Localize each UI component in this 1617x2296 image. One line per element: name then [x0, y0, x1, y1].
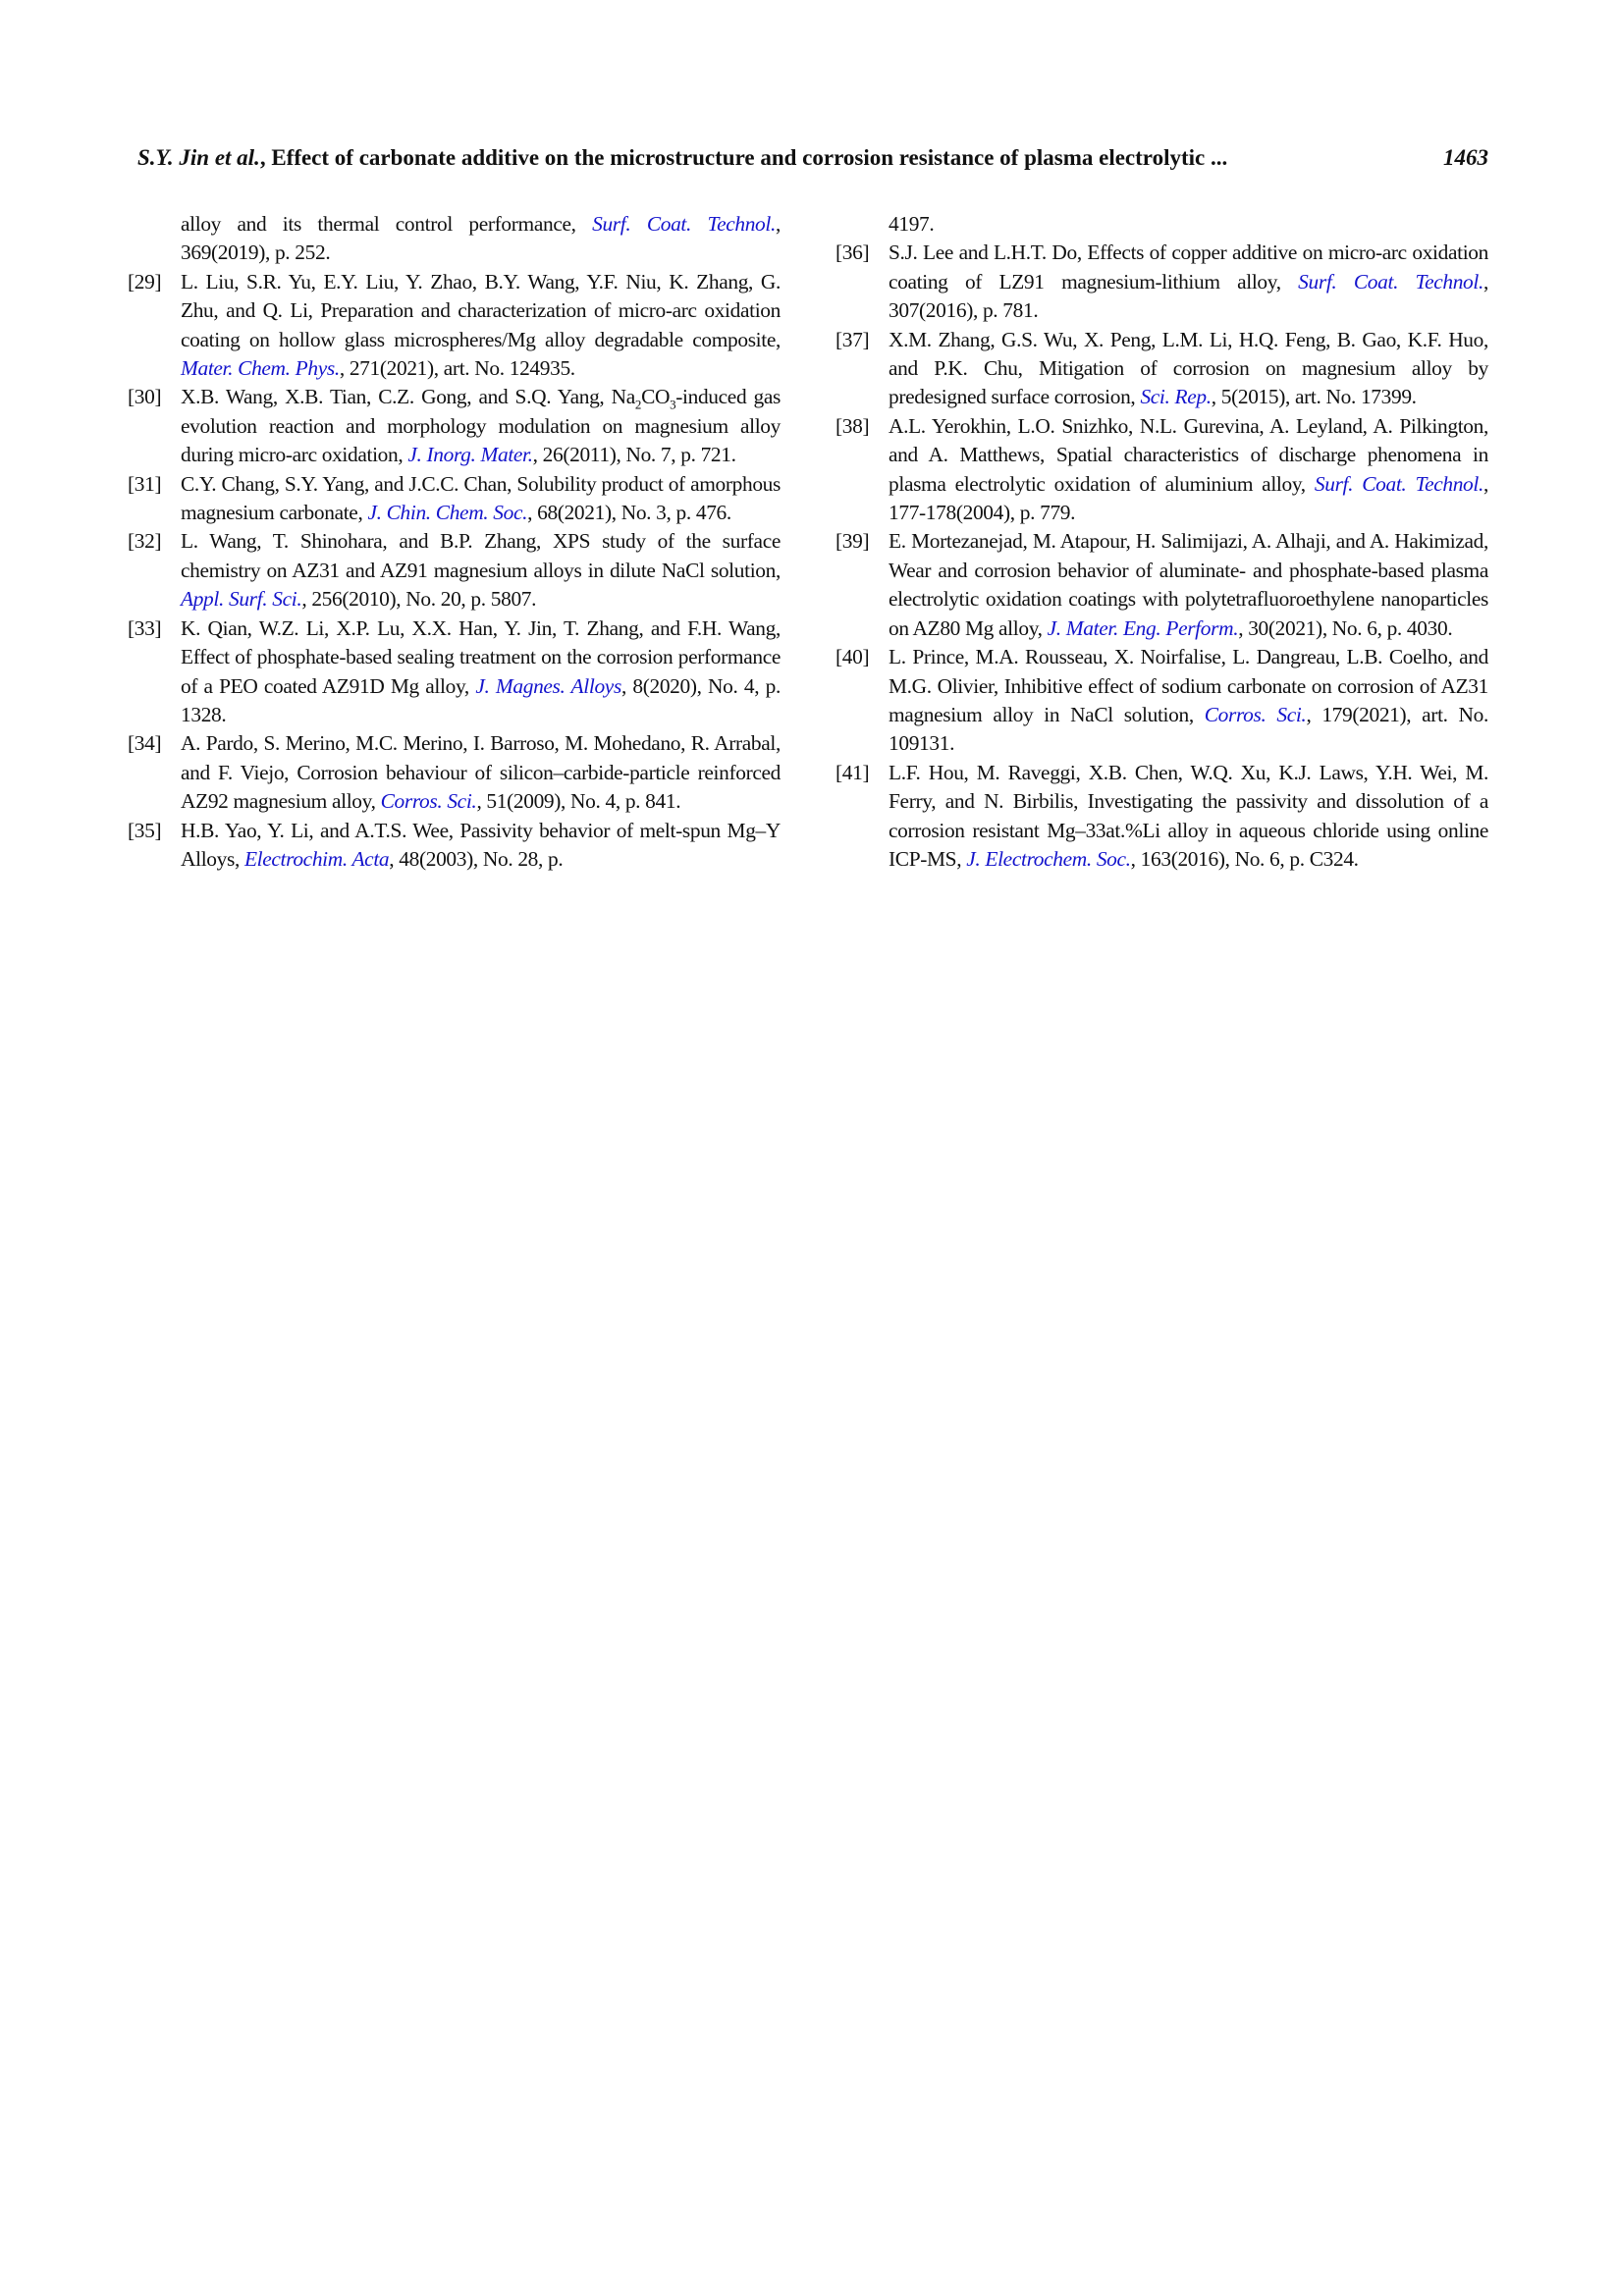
reference-text: -induced gas evolution reaction and morphology modulation on magnesium alloy during micro-arc oxidation,	[181, 385, 781, 467]
reference-body	[181, 527, 781, 614]
reference-number: [36]	[835, 240, 870, 265]
reference-text: , 26(2011), No. 7, p. 721.	[532, 443, 736, 467]
reference-text: L.F. Hou, M. Raveggi, X.B. Chen, W.Q. Xu, K.J. Laws, Y.H. Wei, M. Ferry, and N. Birbilis, Investigating the passivity and dissolution of a corrosion resistant Mg–33at.%Li alloy in aqueous chloride using online ICP-MS,	[889, 760, 1488, 871]
header-authors: S.Y. Jin et al.	[137, 145, 260, 170]
subscript: 3	[670, 397, 676, 412]
reference-text: A.L. Yerokhin, L.O. Snizhko, N.L. Gurevina, A. Leyland, A. Pilkington, and A. Matthews, Spatial characteristics of discharge phenomena in plasma electrolytic oxidation of aluminium alloy,	[889, 413, 1488, 496]
journal-link[interactable]: J. Inorg. Mater.	[407, 443, 533, 467]
reference-text: , 51(2009), No. 4, p. 841.	[476, 789, 681, 814]
reference-number: [40]	[835, 645, 870, 669]
page-number: 1463	[1443, 145, 1488, 170]
reference-text: CO	[641, 385, 671, 409]
reference-body	[181, 268, 781, 384]
journal-link[interactable]: J. Chin. Chem. Soc.	[367, 501, 528, 525]
reference-number: [29]	[128, 269, 162, 294]
reference-item	[128, 383, 781, 469]
reference-item	[128, 817, 781, 875]
reference-number: [33]	[128, 615, 162, 640]
right-column	[835, 210, 1488, 874]
running-header	[137, 145, 1488, 171]
journal-link[interactable]: Corros. Sci.	[1204, 702, 1307, 726]
reference-text: , 5(2015), art. No. 17399.	[1211, 385, 1417, 409]
reference-item	[128, 527, 781, 614]
reference-text: alloy and its thermal control performance,	[181, 212, 593, 236]
reference-item	[835, 326, 1488, 412]
reference-text: , 179(2021), art. No. 109131.	[889, 702, 1488, 756]
reference-continuation	[128, 210, 781, 268]
reference-body	[889, 412, 1488, 528]
left-column	[128, 210, 781, 874]
reference-item	[835, 759, 1488, 875]
header-title	[137, 145, 1227, 171]
journal-link[interactable]: Appl. Surf. Sci.	[181, 587, 302, 612]
reference-text: C.Y. Chang, S.Y. Yang, and J.C.C. Chan, Solubility product of amorphous magnesium carbonate,	[181, 471, 781, 525]
reference-body	[889, 759, 1488, 875]
reference-number: [35]	[128, 818, 162, 842]
reference-body	[181, 614, 781, 730]
journal-link[interactable]: Sci. Rep.	[1140, 385, 1212, 409]
reference-item	[835, 239, 1488, 325]
reference-number: [32]	[128, 529, 162, 554]
journal-link[interactable]: J. Mater. Eng. Perform.	[1047, 615, 1239, 640]
reference-body	[889, 326, 1488, 412]
reference-text: , 163(2016), No. 6, p. C324.	[1130, 846, 1359, 871]
reference-body	[181, 729, 781, 816]
reference-text: X.M. Zhang, G.S. Wu, X. Peng, L.M. Li, H.Q. Feng, B. Gao, K.F. Huo, and P.K. Chu, Mitigation of corrosion on magnesium alloy by predesigned surface corrosion,	[889, 327, 1488, 409]
journal-link[interactable]: Corros. Sci.	[380, 789, 477, 814]
reference-item	[128, 268, 781, 384]
reference-text: L. Liu, S.R. Yu, E.Y. Liu, Y. Zhao, B.Y. Wang, Y.F. Niu, K. Zhang, G. Zhu, and Q. Li, Preparation and characterization of micro-arc oxidation coating on hollow glass microspheres/Mg alloy degradable composite,	[181, 269, 781, 351]
journal-link[interactable]: Surf. Coat. Technol.	[1314, 471, 1483, 496]
reference-item	[835, 643, 1488, 759]
reference-text: S.J. Lee and L.H.T. Do, Effects of copper additive on micro-arc oxidation coating of LZ91 magnesium-lithium alloy,	[889, 240, 1488, 294]
reference-number: [31]	[128, 471, 162, 496]
reference-item	[835, 412, 1488, 528]
reference-text: H.B. Yao, Y. Li, and A.T.S. Wee, Passivity behavior of melt-spun Mg–Y Alloys,	[181, 818, 781, 871]
reference-text: , 177-178(2004), p. 779.	[889, 471, 1488, 525]
reference-text: , 8(2020), No. 4, p. 1328.	[181, 673, 782, 726]
reference-text: X.B. Wang, X.B. Tian, C.Z. Gong, and S.Q. Yang, Na	[181, 385, 635, 409]
reference-body	[181, 470, 781, 528]
journal-link[interactable]: J. Electrochem. Soc.	[966, 846, 1131, 871]
reference-text: , 30(2021), No. 6, p. 4030.	[1238, 615, 1453, 640]
reference-body	[889, 239, 1488, 325]
journal-link[interactable]: Mater. Chem. Phys.	[181, 356, 340, 381]
reference-text: K. Qian, W.Z. Li, X.P. Lu, X.X. Han, Y. Jin, T. Zhang, and F.H. Wang, Effect of phosphate-based sealing treatment on the corrosion performance of a PEO coated AZ91D Mg alloy,	[181, 615, 781, 698]
reference-text: E. Mortezanejad, M. Atapour, H. Salimijazi, A. Alhaji, and A. Hakimizad, Wear and corrosion behavior of aluminate- and phosphate-based plasma electrolytic oxidation coatings with polytetrafluoroethylene nanoparticles on AZ80 Mg alloy,	[889, 529, 1488, 640]
journal-link[interactable]: Surf. Coat. Technol.	[1298, 269, 1483, 294]
reference-text: , 48(2003), No. 28, p.	[389, 846, 564, 871]
reference-number: [39]	[835, 529, 870, 554]
reference-text: , 307(2016), p. 781.	[889, 269, 1488, 323]
reference-item	[128, 729, 781, 816]
reference-item	[128, 614, 781, 730]
reference-item	[128, 470, 781, 528]
reference-number: [38]	[835, 413, 870, 438]
reference-body	[181, 817, 781, 875]
reference-text: A. Pardo, S. Merino, M.C. Merino, I. Barroso, M. Mohedano, R. Arrabal, and F. Viejo, Corrosion behaviour of silicon–carbide-particle reinforced AZ92 magnesium alloy,	[181, 731, 781, 814]
subscript: 2	[634, 397, 642, 412]
reference-text: , 68(2021), No. 3, p. 476.	[527, 501, 731, 525]
journal-link[interactable]: Electrochim. Acta	[243, 846, 390, 871]
reference-text: 4197.	[889, 212, 935, 236]
header-article-title: , Effect of carbonate additive on the microstructure and corrosion resistance of plasma electrolytic ...	[259, 145, 1228, 170]
reference-number: [41]	[835, 760, 870, 784]
reference-body	[181, 383, 781, 469]
reference-text: , 369(2019), p. 252.	[181, 212, 781, 265]
reference-body	[889, 527, 1488, 643]
reference-number: [37]	[835, 327, 870, 351]
journal-link[interactable]: J. Magnes. Alloys	[475, 673, 621, 698]
reference-body	[889, 643, 1488, 759]
reference-item	[835, 527, 1488, 643]
reference-text: L. Prince, M.A. Rousseau, X. Noirfalise, L. Dangreau, L.B. Coelho, and M.G. Olivier, Inhibitive effect of sodium carbonate on corrosion of AZ31 magnesium alloy in NaCl solution,	[889, 645, 1488, 726]
reference-text: , 271(2021), art. No. 124935.	[339, 356, 575, 381]
reference-number: [34]	[128, 731, 162, 756]
reference-number: [30]	[128, 385, 162, 409]
reference-continuation	[835, 210, 1488, 239]
reference-text: L. Wang, T. Shinohara, and B.P. Zhang, XPS study of the surface chemistry on AZ31 and AZ91 magnesium alloys in dilute NaCl solution,	[181, 529, 781, 582]
reference-text: , 256(2010), No. 20, p. 5807.	[301, 587, 537, 612]
journal-link[interactable]: Surf. Coat. Technol.	[592, 212, 776, 236]
